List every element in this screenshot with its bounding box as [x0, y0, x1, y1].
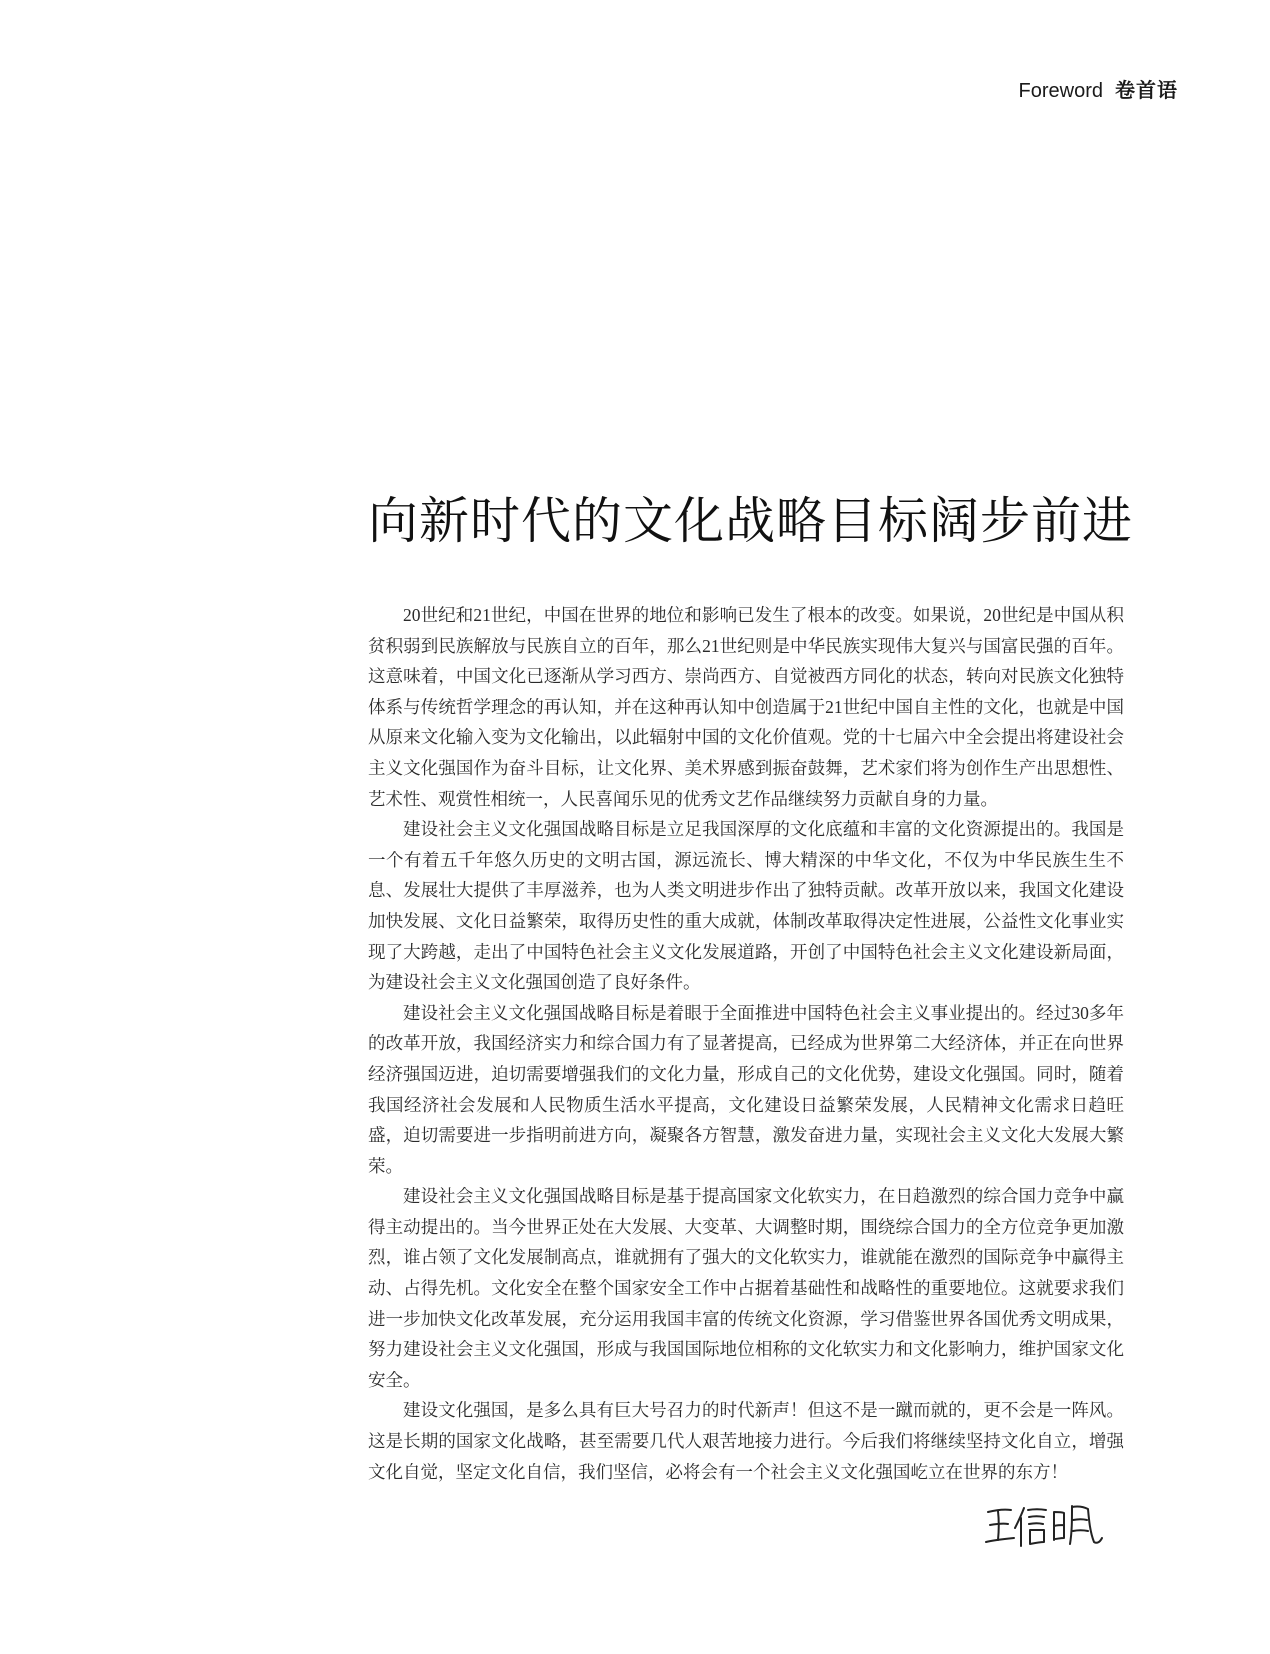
paragraph: 20世纪和21世纪，中国在世界的地位和影响已发生了根本的改变。如果说，20世纪是中国从积贫积弱到民族解放与民族自立的百年，那么21世纪则是中华民族实现伟大复兴与国富民强的百年。这意味着，中国文化已逐渐从学习西方、崇尚西方、自觉被西方同化的状态，转向对民族文化独特体系与传统哲学理念的再认知，并在这种再认知中创造属于21世纪中国自主性的文化，也就是中国从原来文化输入变为文化输出，以此辐射中国的文化价值观。党的十七届六中全会提出将建设社会主义文化强国作为奋斗目标，让文化界、美术界感到振奋鼓舞，艺术家们将为创作生产出思想性、艺术性、观赏性相统一，人民喜闻乐见的优秀文艺作品继续努力贡献自身的力量。: [368, 605, 1124, 809]
handwritten-signature: [984, 1500, 1104, 1550]
header-english: Foreword: [1018, 80, 1103, 102]
header-chinese: 卷首语: [1115, 80, 1178, 102]
paragraph: 建设社会主义文化强国战略目标是着眼于全面推进中国特色社会主义事业提出的。经过30多年的改革开放，我国经济实力和综合国力有了显著提高，已经成为世界第二大经济体，并正在向世界经济强国迈进，迫切需要增强我们的文化力量，形成自己的文化优势，建设文化强国。同时，随着我国经济社会发展和人民物质生活水平提高，文化建设日益繁荣发展，人民精神文化需求日趋旺盛，迫切需要进一步指明前进方向，凝聚各方智慧，激发奋进力量，实现社会主义文化大发展大繁荣。: [368, 1002, 1124, 1176]
paragraph: 建设社会主义文化强国战略目标是基于提高国家文化软实力，在日趋激烈的综合国力竞争中赢得主动提出的。当今世界正处在大发展、大变革、大调整时期，围绕综合国力的全方位竞争更加激烈，谁占领了文化发展制高点，谁就拥有了强大的文化软实力，谁就能在激烈的国际竞争中赢得主动、占得先机。文化安全在整个国家安全工作中占据着基础性和战略性的重要地位。这就要求我们进一步加快文化改革发展，充分运用我国丰富的传统文化资源，学习借鉴世界各国优秀文明成果，努力建设社会主义文化强国，形成与我国国际地位相称的文化软实力和文化影响力，维护国家文化安全。: [368, 1186, 1124, 1390]
article-body: [368, 600, 1124, 1487]
article-title: 向新时代的文化战略目标阔步前进: [368, 492, 1133, 550]
running-header: [1019, 74, 1178, 103]
paragraph: 建设文化强国，是多么具有巨大号召力的时代新声！但这不是一蹴而就的，更不会是一阵风。这是长期的国家文化战略，甚至需要几代人艰苦地接力进行。今后我们将继续坚持文化自立，增强文化自觉，坚定文化自信，我们坚信，必将会有一个社会主义文化强国屹立在世界的东方！: [368, 1400, 1124, 1482]
paragraph: 建设社会主义文化强国战略目标是立足我国深厚的文化底蕴和丰富的文化资源提出的。我国是一个有着五千年悠久历史的文明古国，源远流长、博大精深的中华文化，不仅为中华民族生生不息、发展壮大提供了丰厚滋养，也为人类文明进步作出了独特贡献。改革开放以来，我国文化建设加快发展、文化日益繁荣，取得历史性的重大成就，体制改革取得决定性进展，公益性文化事业实现了大跨越，走出了中国特色社会主义文化发展道路，开创了中国特色社会主义文化建设新局面，为建设社会主义文化强国创造了良好条件。: [368, 819, 1124, 993]
